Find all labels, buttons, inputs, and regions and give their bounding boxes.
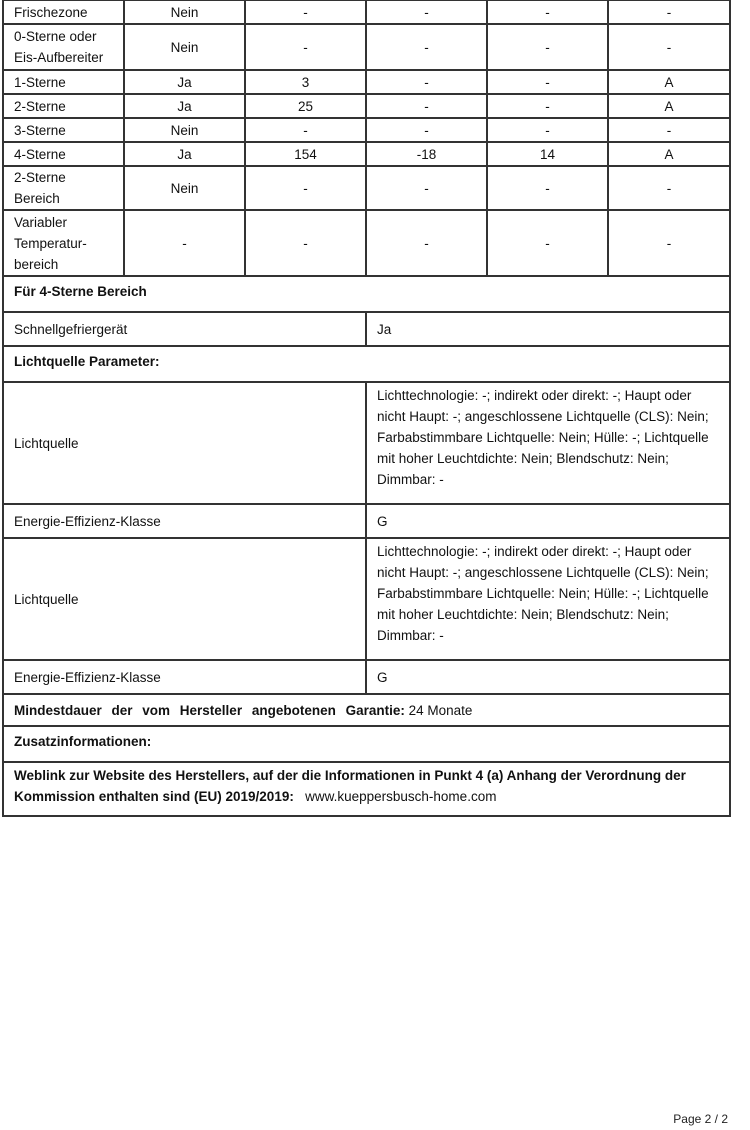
- compartment-temp: -: [366, 94, 487, 118]
- compartment-temp: -: [366, 210, 487, 276]
- compartment-power: -: [487, 210, 608, 276]
- weblink-row: [3, 762, 730, 816]
- compartment-power: -: [487, 70, 608, 94]
- energy-class-value: G: [366, 504, 730, 538]
- compartment-volume: 25: [245, 94, 366, 118]
- energy-class-label: Energie-Effizienz-Klasse: [3, 504, 366, 538]
- light-source-row-1: [3, 382, 730, 504]
- light-heading: Lichtquelle Parameter:: [3, 346, 730, 382]
- compartment-present: -: [124, 210, 245, 276]
- compartment-power: 14: [487, 142, 608, 166]
- compartment-volume: -: [245, 0, 366, 24]
- compartment-row-variabler: [3, 210, 730, 276]
- compartment-class: -: [608, 118, 730, 142]
- compartment-power: -: [487, 166, 608, 210]
- compartment-class: A: [608, 94, 730, 118]
- compartment-power: -: [487, 118, 608, 142]
- compartment-row-2-sterne: [3, 94, 730, 118]
- light-source-description: Lichttechnologie: -; indirekt oder direkt: -; Haupt oder nicht Haupt: -; angeschlossene Lichtquelle (CLS): Nein; Farbabstimmbare Lichtquelle: Nein; Hülle: -; Lichtquelle mit hoher Leuchtdichte: Nein; Blendschutz: Nein; Dimmbar: -: [366, 382, 730, 504]
- light-heading-row: [3, 346, 730, 382]
- compartment-volume: -: [245, 166, 366, 210]
- weblink-url[interactable]: www.kueppersbusch-home.com: [305, 789, 497, 804]
- compartment-row-2-sterne-bereich: [3, 166, 730, 210]
- warranty-label: Mindestdauer der vom Hersteller angebotenen Garantie:: [14, 702, 405, 718]
- compartment-temp: -: [366, 118, 487, 142]
- compartment-present: Nein: [124, 0, 245, 24]
- compartment-name: 1-Sterne: [3, 70, 124, 94]
- compartment-volume: -: [245, 118, 366, 142]
- compartment-class: -: [608, 210, 730, 276]
- compartment-temp: -: [366, 0, 487, 24]
- compartment-row-1-sterne: [3, 70, 730, 94]
- compartment-row-0-sterne: [3, 24, 730, 70]
- compartment-row-3-sterne: [3, 118, 730, 142]
- four-star-heading-row: [3, 276, 730, 312]
- compartment-temp: -: [366, 70, 487, 94]
- fast-freeze-row: [3, 312, 730, 346]
- compartment-name: 2-Sterne Bereich: [3, 166, 124, 210]
- compartment-volume: -: [245, 210, 366, 276]
- compartment-name: 2-Sterne: [3, 94, 124, 118]
- warranty-cell: [3, 694, 730, 726]
- compartment-temp: -: [366, 24, 487, 70]
- energy-class-row-2: [3, 660, 730, 694]
- four-star-heading: Für 4-Sterne Bereich: [3, 276, 730, 312]
- compartment-power: -: [487, 94, 608, 118]
- compartment-power: -: [487, 24, 608, 70]
- light-source-label: Lichtquelle: [3, 382, 366, 504]
- additional-info-row: [3, 726, 730, 762]
- compartment-name: Variabler Temperatur-bereich: [3, 210, 124, 276]
- compartment-row-frischezone: [3, 0, 730, 24]
- compartment-temp: -: [366, 166, 487, 210]
- compartment-name: 0-Sterne oder Eis-Aufbereiter: [3, 24, 124, 70]
- compartment-volume: 154: [245, 142, 366, 166]
- product-data-table: [2, 0, 731, 817]
- fast-freeze-value: Ja: [366, 312, 730, 346]
- light-source-row-2: [3, 538, 730, 660]
- light-source-label: Lichtquelle: [3, 538, 366, 660]
- compartment-class: A: [608, 142, 730, 166]
- compartment-temp: -18: [366, 142, 487, 166]
- compartment-class: -: [608, 24, 730, 70]
- compartment-class: -: [608, 0, 730, 24]
- compartment-present: Ja: [124, 70, 245, 94]
- compartment-name: 3-Sterne: [3, 118, 124, 142]
- compartment-class: A: [608, 70, 730, 94]
- additional-info-heading: Zusatzinformationen:: [3, 726, 730, 762]
- compartment-name: 4-Sterne: [3, 142, 124, 166]
- warranty-row: [3, 694, 730, 726]
- compartment-power: -: [487, 0, 608, 24]
- compartment-present: Nein: [124, 118, 245, 142]
- light-source-description: Lichttechnologie: -; indirekt oder direkt: -; Haupt oder nicht Haupt: -; angeschlossene Lichtquelle (CLS): Nein; Farbabstimmbare Lichtquelle: Nein; Hülle: -; Lichtquelle mit hoher Leuchtdichte: Nein; Blendschutz: Nein; Dimmbar: -: [366, 538, 730, 660]
- compartment-row-4-sterne: [3, 142, 730, 166]
- energy-class-row-1: [3, 504, 730, 538]
- warranty-value: 24 Monate: [408, 702, 473, 718]
- energy-class-value: G: [366, 660, 730, 694]
- compartment-class: -: [608, 166, 730, 210]
- fast-freeze-label: Schnellgefriergerät: [3, 312, 366, 346]
- compartment-present: Nein: [124, 166, 245, 210]
- compartment-present: Nein: [124, 24, 245, 70]
- compartment-name: Frischezone: [3, 0, 124, 24]
- compartment-present: Ja: [124, 142, 245, 166]
- weblink-label: Weblink zur Website des Herstellers, auf der die Informationen in Punkt 4 (a) Anhang der Verordnung der Kommission enthalten sind (EU) 2019/2019:: [14, 768, 686, 804]
- compartment-volume: -: [245, 24, 366, 70]
- weblink-cell: [3, 762, 730, 816]
- compartment-present: Ja: [124, 94, 245, 118]
- page-number: Page 2 / 2: [673, 1112, 728, 1126]
- compartment-volume: 3: [245, 70, 366, 94]
- energy-class-label: Energie-Effizienz-Klasse: [3, 660, 366, 694]
